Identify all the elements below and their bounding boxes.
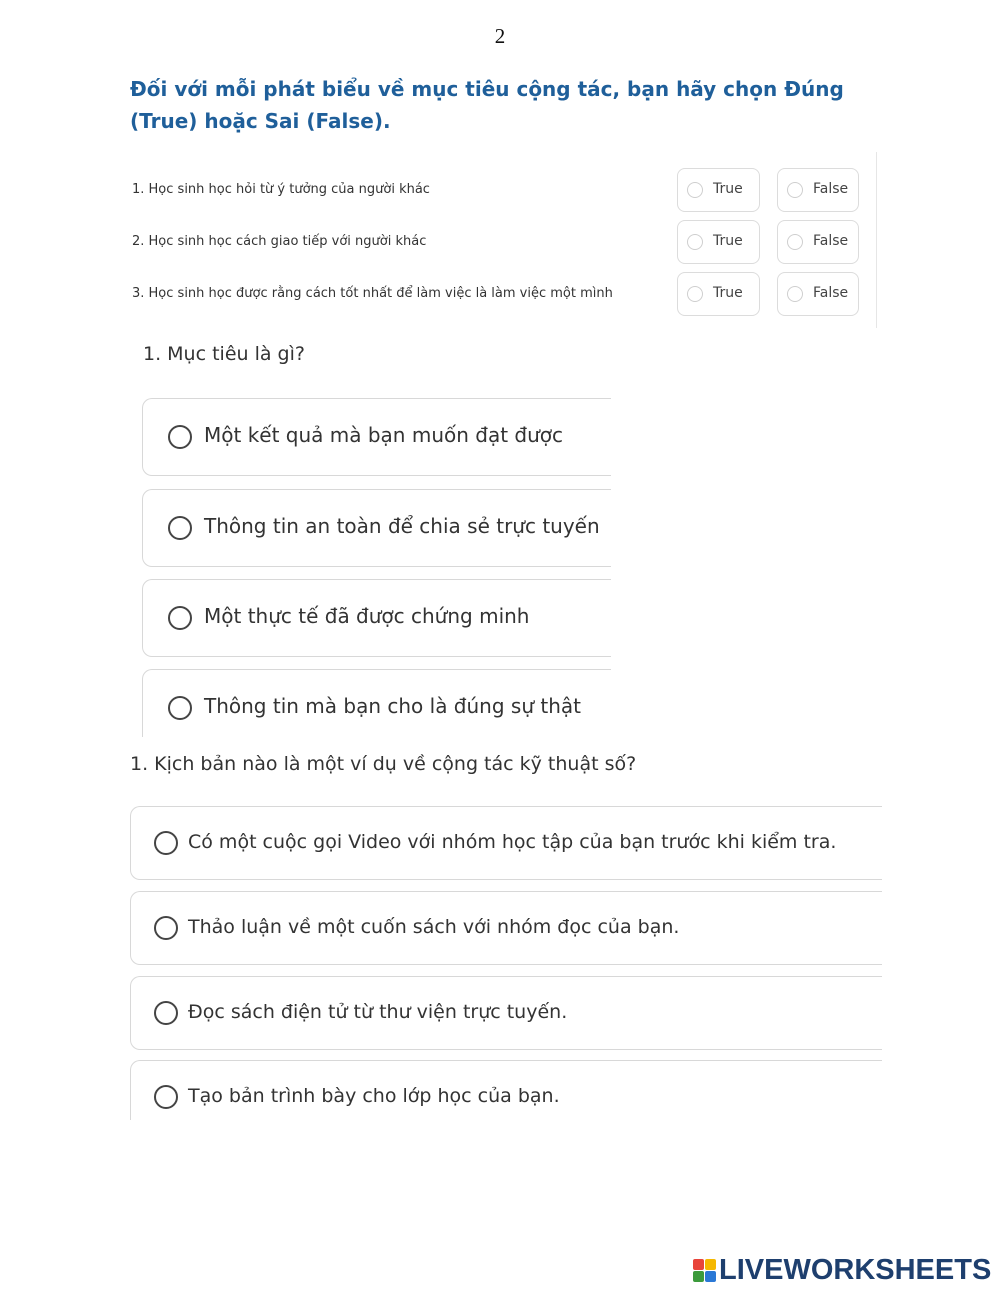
- liveworksheets-logo: [693, 1253, 991, 1287]
- answer-text: Đọc sách điện tử từ thư viện trực tuyến.: [188, 1001, 568, 1023]
- answer-text: Thảo luận về một cuốn sách với nhóm đọc của bạn.: [188, 916, 680, 938]
- true-label: True: [713, 233, 743, 249]
- logo-icon: [693, 1259, 716, 1282]
- page-number: 2: [494, 24, 506, 48]
- radio-icon[interactable]: [154, 1001, 178, 1025]
- logo-text: LIVEWORKSHEETS: [719, 1253, 992, 1286]
- logo-square: [705, 1259, 716, 1270]
- false-label: False: [813, 181, 849, 197]
- true-label: True: [713, 285, 743, 301]
- statement-text: 2. Học sinh học cách giao tiếp với người khác: [132, 234, 427, 249]
- logo-square: [693, 1259, 704, 1270]
- true-label: True: [713, 181, 743, 197]
- answer-text: Thông tin an toàn để chia sẻ trực tuyến: [204, 514, 600, 538]
- answer-text: Thông tin mà bạn cho là đúng sự thật: [204, 694, 581, 718]
- answer-text: Một thực tế đã được chứng minh: [204, 604, 530, 628]
- false-label: False: [813, 233, 849, 249]
- logo-square: [693, 1271, 704, 1282]
- answer-option[interactable]: [130, 976, 882, 1050]
- radio-icon[interactable]: [154, 1085, 178, 1109]
- statement-text: 1. Học sinh học hỏi từ ý tưởng của người khác: [132, 182, 430, 197]
- false-label: False: [813, 285, 849, 301]
- answer-text: Có một cuộc gọi Video với nhóm học tập của bạn trước khi kiểm tra.: [188, 831, 837, 853]
- question-2-title: 1. Kịch bản nào là một ví dụ về cộng tác kỹ thuật số?: [130, 753, 637, 775]
- answer-option[interactable]: [130, 806, 882, 880]
- answer-option[interactable]: [130, 891, 882, 965]
- logo-square: [705, 1271, 716, 1282]
- true-false-heading: Đối với mỗi phát biểu về mục tiêu cộng tác, bạn hãy chọn Đúng (True) hoặc Sai (False).: [130, 77, 844, 133]
- statement-text: 3. Học sinh học được rằng cách tốt nhất để làm việc là làm việc một mình: [132, 286, 613, 301]
- radio-icon[interactable]: [154, 916, 178, 940]
- answer-option[interactable]: [130, 1060, 882, 1120]
- answer-text: Một kết quả mà bạn muốn đạt được: [204, 423, 564, 447]
- radio-icon[interactable]: [154, 831, 178, 855]
- answer-text: Tạo bản trình bày cho lớp học của bạn.: [188, 1085, 560, 1107]
- question-1-title: 1. Mục tiêu là gì?: [143, 343, 305, 365]
